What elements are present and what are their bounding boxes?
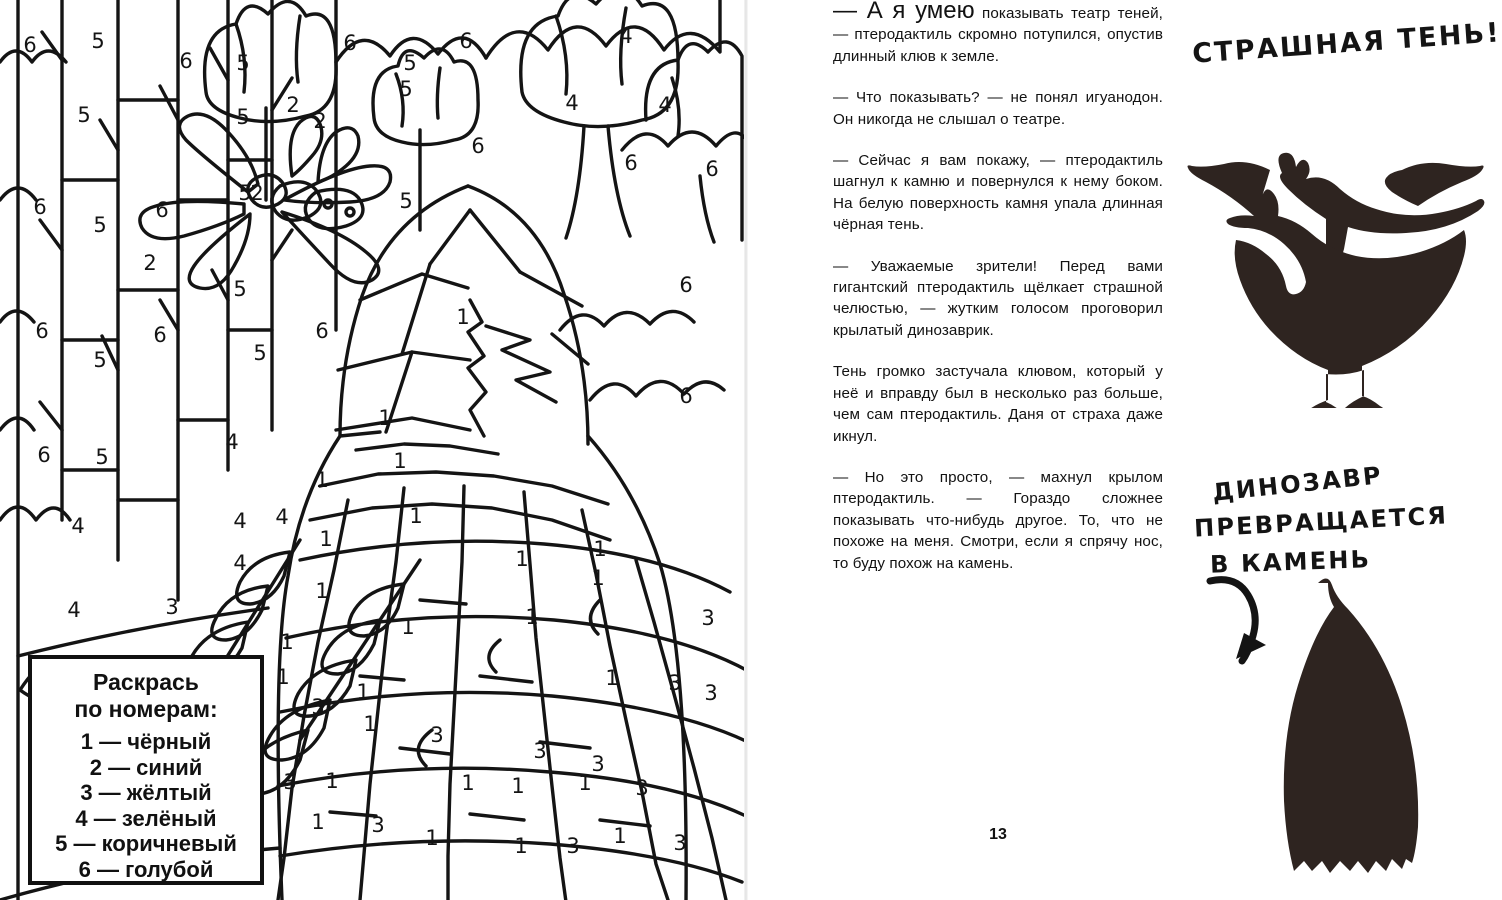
color-region-number: 6 <box>37 443 51 467</box>
story-text-column <box>833 0 1163 900</box>
color-region-number: 6 <box>624 151 638 175</box>
color-region-number: 6 <box>343 31 357 55</box>
story-paragraph: Тень громко застучала клювом, который у неё и вправду был в несколько раз больше, чем сам птеродактиль. Даня от страха даже икнул. <box>833 363 1163 445</box>
illustration-panel <box>1170 0 1502 900</box>
color-region-number: 1 <box>515 547 529 571</box>
color-region-number: 1 <box>280 630 294 654</box>
color-region-number: 3 <box>371 813 385 837</box>
story-paragraph: — Уважаемые зрители! Перед вами гигантский птеродактиль щёлкает страшной челюстью, — жутким голосом проговорил крылатый динозаврик. <box>833 257 1163 339</box>
color-region-number: 1 <box>356 680 370 704</box>
color-region-number: 1 <box>425 826 439 850</box>
color-region-number: 3 <box>430 723 444 747</box>
color-region-number: 3 <box>566 834 580 858</box>
color-region-number: 1 <box>401 615 415 639</box>
color-region-number: 4 <box>275 505 289 529</box>
color-region-number: 1 <box>593 537 607 561</box>
color-region-number: 2 <box>313 109 327 133</box>
caption-dinosaur-line3: В КАМЕНЬ <box>1209 545 1372 579</box>
color-region-number: 1 <box>511 774 525 798</box>
color-region-number: 5 <box>236 51 250 75</box>
caption-dinosaur-line2: ПРЕВРАЩАЕТСЯ <box>1193 501 1449 543</box>
color-region-number: 6 <box>179 49 193 73</box>
color-region-number: 5 <box>95 445 109 469</box>
pterodactyl-silhouette <box>1170 78 1502 408</box>
color-region-number: 3 <box>311 695 325 719</box>
color-region-number: 3 <box>591 752 605 776</box>
color-region-number: 1 <box>319 527 333 551</box>
color-legend-box <box>28 655 264 885</box>
color-region-number: 5 <box>238 181 252 205</box>
story-paragraph: — Что показывать? — не понял игуанодон. Он никогда не слышал о театре. <box>833 89 1163 128</box>
legend-title: Раскрась <box>93 669 199 695</box>
color-region-number: 1 <box>613 824 627 848</box>
story-paragraph: — А я умею показывать театр теней, — птеродактиль скромно потупился, опустив длинный клюв к земле. <box>833 0 1163 67</box>
color-region-number: 1 <box>461 771 475 795</box>
color-region-number: 4 <box>619 24 633 48</box>
color-region-number: 6 <box>705 157 719 181</box>
color-region-number: 1 <box>409 504 423 528</box>
color-region-number: 6 <box>459 29 473 53</box>
color-region-number: 1 <box>591 566 605 590</box>
legend-entry: 3 — жёлтый <box>80 780 212 805</box>
color-region-number: 3 <box>701 606 715 630</box>
color-region-number: 1 <box>363 712 377 736</box>
color-region-number: 2 <box>250 181 264 205</box>
color-region-number: 5 <box>253 341 267 365</box>
color-region-number: 1 <box>325 769 339 793</box>
color-region-number: 2 <box>286 93 300 117</box>
color-region-number: 3 <box>668 671 682 695</box>
color-region-number: 3 <box>283 770 297 794</box>
legend-entry: 5 — коричневый <box>55 831 237 856</box>
legend-entry: 2 — синий <box>89 754 203 780</box>
color-region-number: 5 <box>91 29 105 53</box>
color-region-number: 6 <box>35 319 49 343</box>
color-region-number: 4 <box>233 551 247 575</box>
color-region-number: 6 <box>315 319 329 343</box>
color-region-number: 1 <box>276 665 290 689</box>
color-region-number: 1 <box>393 449 407 473</box>
color-region-number: 4 <box>71 514 85 538</box>
color-region-number: 1 <box>311 810 325 834</box>
color-region-number: 1 <box>315 468 329 492</box>
color-region-number: 1 <box>378 406 392 430</box>
color-region-number: 5 <box>399 189 413 213</box>
color-region-number: 4 <box>225 430 239 454</box>
legend-entry: 1 — чёрный <box>80 729 212 754</box>
color-region-number: 2 <box>143 251 157 275</box>
page-number: 13 <box>989 826 1007 843</box>
color-region-number: 6 <box>155 198 169 222</box>
color-region-number: 5 <box>77 103 91 127</box>
color-region-number: 5 <box>399 77 413 101</box>
story-paragraph: — Сейчас я вам покажу, — птеродактиль шагнул к камню и повернулся к нему боком. На белую поверхность камня упала длинная чёрная тень. <box>833 152 1163 234</box>
color-region-number: 3 <box>635 776 649 800</box>
legend-entry: 6 — голубой <box>78 856 214 882</box>
color-region-number: 4 <box>658 93 672 117</box>
color-region-number: 6 <box>33 195 47 219</box>
legend-entry: 4 — зелёный <box>75 805 217 831</box>
legend-entries <box>55 729 237 882</box>
color-region-number: 3 <box>165 595 179 619</box>
color-region-number: 6 <box>23 33 37 57</box>
color-region-number: 6 <box>679 384 693 408</box>
caption-dinosaur-line1: ДИНОЗАВР <box>1211 461 1385 507</box>
color-region-number: 1 <box>456 305 470 329</box>
legend-subtitle: по номерам: <box>74 696 218 722</box>
color-region-number: 6 <box>153 323 167 347</box>
page-fold <box>744 0 748 900</box>
stone-silhouette <box>1170 575 1502 895</box>
color-region-number: 1 <box>315 579 329 603</box>
color-region-number: 4 <box>67 598 81 622</box>
story-lead-in: — А я умею <box>833 0 975 24</box>
color-region-number: 6 <box>679 273 693 297</box>
color-region-number: 3 <box>704 681 718 705</box>
color-region-number: 4 <box>565 91 579 115</box>
color-region-number: 5 <box>93 348 107 372</box>
color-region-number: 1 <box>525 605 539 629</box>
color-region-number: 1 <box>578 771 592 795</box>
color-region-number: 6 <box>471 134 485 158</box>
color-region-number: 1 <box>605 666 619 690</box>
story-paragraph: — Но это просто, — махнул крылом птеродактиль. — Гораздо сложнее показывать что-нибудь другое. То, что не похоже на меня. Смотри, если я спрячу нос, то буду похож на камень. <box>833 468 1163 572</box>
color-region-number: 5 <box>403 51 417 75</box>
coloring-illustration <box>0 0 748 900</box>
caption-scary-shadow: СТРАШНАЯ ТЕНЬ! <box>1191 17 1502 70</box>
color-region-number: 3 <box>673 831 687 855</box>
color-region-number: 5 <box>93 213 107 237</box>
color-region-number: 5 <box>236 105 250 129</box>
color-region-number: 5 <box>233 277 247 301</box>
color-region-number: 3 <box>533 739 547 763</box>
color-region-number: 4 <box>233 509 247 533</box>
color-region-number: 1 <box>514 834 528 858</box>
